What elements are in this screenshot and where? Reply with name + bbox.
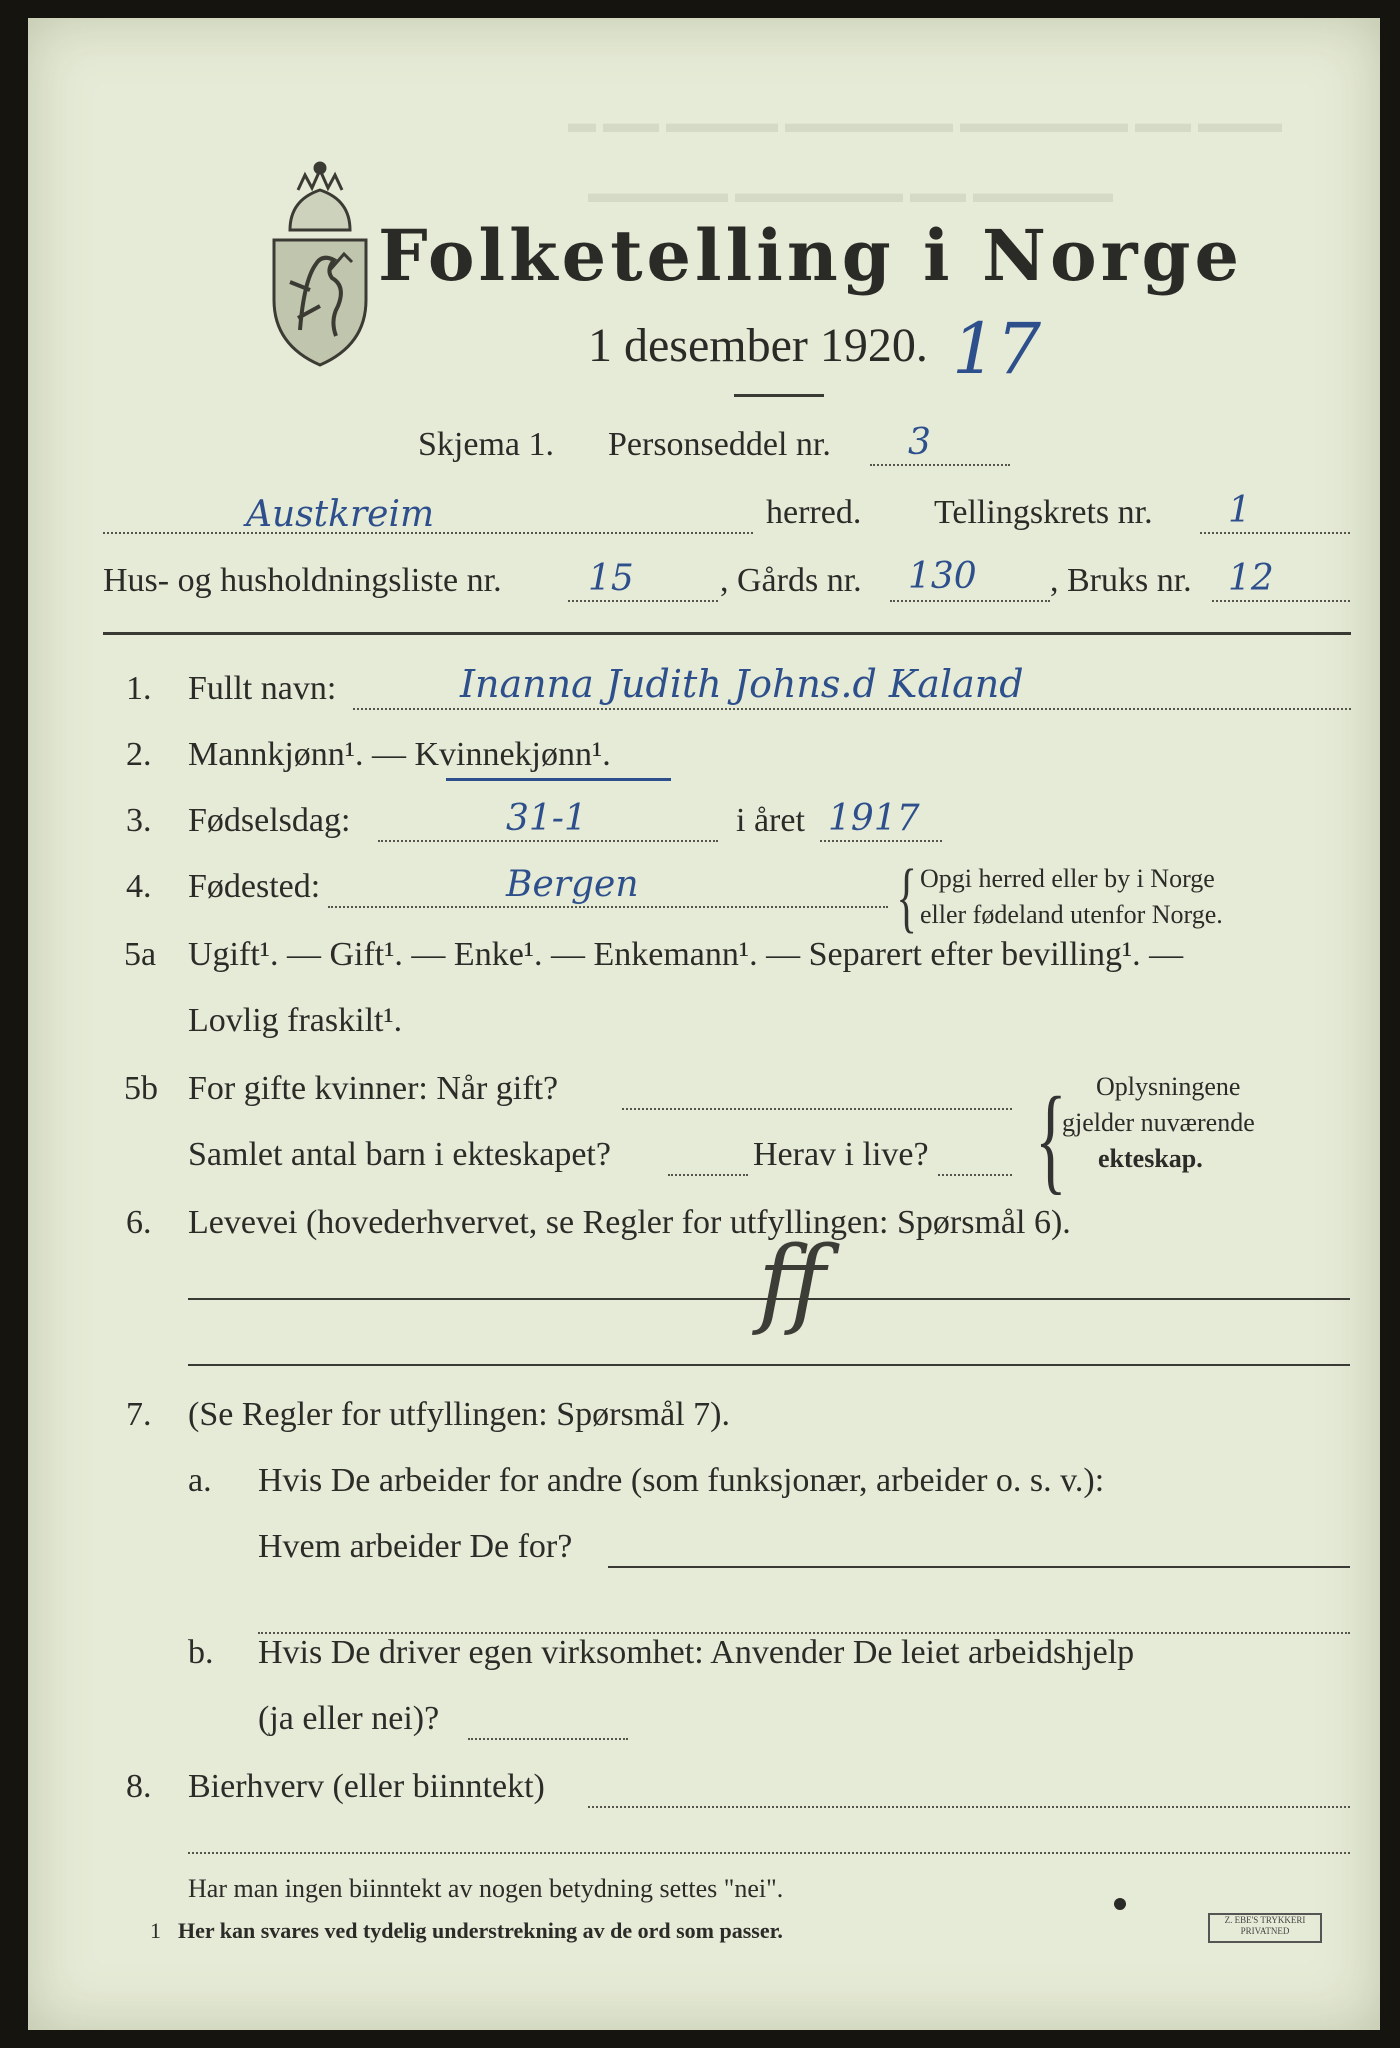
schema-label: Skjema 1. <box>418 426 554 463</box>
census-date: 1 desember 1920. <box>588 319 928 372</box>
hired-help-line <box>468 1738 628 1740</box>
question-1-number: 1. <box>126 670 152 707</box>
marital-status-options-2: Lovlig fraskilt¹. <box>188 1002 403 1039</box>
side-income-line <box>588 1806 1350 1808</box>
employer-question: Hvis De arbeider for andre (som funksjonær, arbeider o. s. v.): <box>258 1462 1105 1499</box>
footnote-text: Her kan svares ved tydelig understrekning av de ord som passer. <box>178 1918 783 1943</box>
full-name-label: Fullt navn: <box>188 670 337 707</box>
person-value[interactable]: 3 <box>908 422 931 463</box>
full-name-line <box>353 708 1351 710</box>
full-name-value[interactable]: Inanna Judith Johns.d Kaland <box>460 662 1024 706</box>
marriage-note-3: ekteskap. <box>1098 1144 1203 1173</box>
side-income-line-2 <box>188 1852 1350 1854</box>
printer-stamp: Z. EBE'S TRYKKERI PRIVATNED <box>1208 1913 1322 1943</box>
marital-status-options: Ugift¹. — Gift¹. — Enke¹. — Enkemann¹. — Separert efter bevilling¹. — <box>188 936 1184 973</box>
question-6-number: 6. <box>126 1204 152 1241</box>
krets-field-line <box>1200 532 1350 534</box>
children-count-label: Samlet antal barn i ekteskapet? <box>188 1136 611 1173</box>
census-form <box>28 18 1380 2030</box>
marriage-note-1: Oplysningene <box>1096 1072 1241 1101</box>
ink-dot <box>1114 1898 1126 1910</box>
question-8-number: 8. <box>126 1768 152 1805</box>
krets-value[interactable]: 1 <box>1228 490 1251 531</box>
marriage-note-brace: { <box>1034 1072 1067 1205</box>
person-label: Personseddel nr. <box>608 426 831 463</box>
herred-value[interactable]: Austkreim <box>246 494 435 535</box>
birth-year-label: i året <box>736 802 805 839</box>
gender-options: Mannkjønn¹. — Kvinnekjønn¹. <box>188 736 611 773</box>
bleed-through-text: ▬▬▬▬▬ ▬▬▬▬▬▬ ▬▬ ▬▬▬▬▬ <box>588 178 1113 209</box>
birthdate-value[interactable]: 31-1 <box>506 798 587 839</box>
side-income-label: Bierhverv (eller biinntekt) <box>188 1768 545 1805</box>
herred-label: herred. <box>766 494 862 531</box>
bleed-through-text: ▬ ▬▬ ▬▬▬▬ ▬▬▬▬▬▬ ▬▬▬▬▬▬ ▬▬ ▬▬▬ <box>568 108 1282 139</box>
married-when-label: For gifte kvinner: Når gift? <box>188 1070 559 1107</box>
birthplace-note-2: eller fødeland utenfor Norge. <box>920 900 1223 929</box>
birthdate-line <box>378 840 718 842</box>
bruks-field-line <box>1212 600 1350 602</box>
norway-coat-of-arms-icon <box>260 160 380 370</box>
gards-field-line <box>890 600 1050 602</box>
person-field-line <box>870 464 1010 466</box>
birthplace-value[interactable]: Bergen <box>506 864 639 905</box>
gards-label: , Gårds nr. <box>720 562 862 599</box>
hus-value[interactable]: 15 <box>588 558 634 599</box>
question-7-number: 7. <box>126 1396 152 1433</box>
question-7b-letter: b. <box>188 1634 214 1671</box>
birth-year-line <box>820 840 942 842</box>
birth-year-value[interactable]: 1917 <box>828 798 920 839</box>
hired-help-label: (ja eller nei)? <box>258 1700 440 1737</box>
birthplace-note-1: Opgi herred eller by i Norge <box>920 864 1215 893</box>
question-7-label: (Se Regler for utfyllingen: Spørsmål 7). <box>188 1396 731 1433</box>
question-4-number: 4. <box>126 868 152 905</box>
occupation-label: Levevei (hovederhvervet, se Regler for utfyllingen: Spørsmål 6). <box>188 1204 1071 1241</box>
birthplace-brace: { <box>896 853 918 940</box>
question-5b-number: 5b <box>124 1070 158 1107</box>
birthplace-line <box>328 906 888 908</box>
own-business-question: Hvis De driver egen virksomhet: Anvender De leiet arbeidshjelp <box>258 1634 1135 1671</box>
gender-underline-kvinnekjonn <box>446 778 671 781</box>
children-alive-line <box>938 1174 1012 1176</box>
question-2-number: 2. <box>126 736 152 773</box>
title-divider <box>734 394 824 397</box>
hus-field-line <box>568 600 718 602</box>
question-7a-letter: a. <box>188 1462 212 1499</box>
bruks-value[interactable]: 12 <box>1228 558 1274 599</box>
birthdate-label: Fødselsdag: <box>188 802 351 839</box>
children-alive-label: Herav i live? <box>753 1136 929 1173</box>
birthplace-label: Fødested: <box>188 868 321 905</box>
hus-label: Hus- og husholdningsliste nr. <box>103 562 502 599</box>
occupation-line-2 <box>188 1364 1350 1366</box>
question-3-number: 3. <box>126 802 152 839</box>
footnote-mark: 1 <box>150 1918 161 1943</box>
married-when-line <box>622 1108 1012 1110</box>
bruks-label: , Bruks nr. <box>1050 562 1192 599</box>
occupation-mark[interactable]: ff <box>758 1226 827 1338</box>
section-divider <box>103 632 1351 635</box>
children-count-line <box>668 1174 748 1176</box>
gards-value[interactable]: 130 <box>908 556 977 597</box>
krets-label: Tellingskrets nr. <box>934 494 1153 531</box>
handwritten-annotation: 17 <box>952 308 1042 390</box>
side-income-note: Har man ingen biinntekt av nogen betydning settes "nei". <box>188 1874 784 1903</box>
question-5a-number: 5a <box>124 936 157 973</box>
employer-line <box>608 1566 1350 1568</box>
form-title: Folketelling i Norge <box>378 214 1244 297</box>
employer-label: Hvem arbeider De for? <box>258 1528 573 1565</box>
marriage-note-2: gjelder nuværende <box>1062 1108 1255 1137</box>
